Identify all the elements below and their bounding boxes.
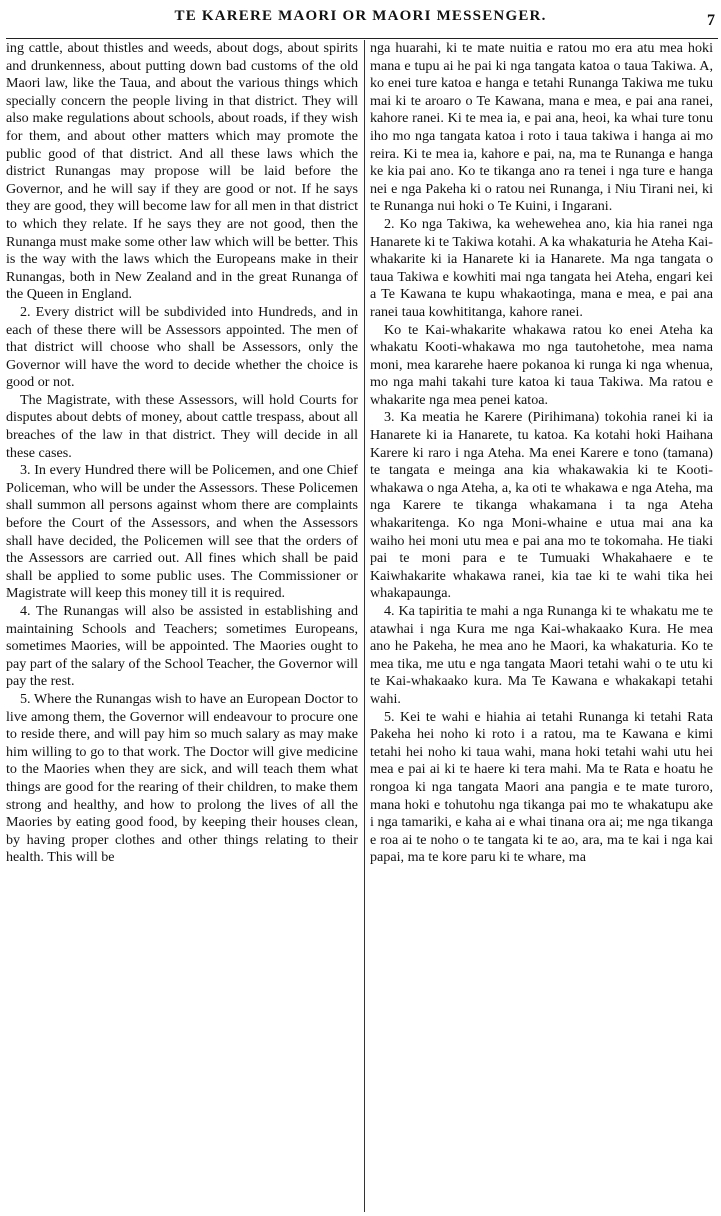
paragraph: Ko te Kai-whakarite whakawa ratou ko enei Ateha ka whakatu Kooti-whakawa mo nga tautohetohe, mea nama moni, mea kararehe haere pokanoa ki runga ki nga whenua, mo nga mahi takahi ture katoa ki taua Takiwa. Ma ratou e whakarite nga mea penei katoa. [370, 321, 713, 408]
column-divider [364, 40, 365, 1212]
page-number: 7 [707, 12, 715, 29]
paragraph: 3. Ka meatia he Karere (Pirihimana) tokohia ranei ki ia Hanarete ki ia Hanarete, tu katoa. Ka kotahi hoki Haihana Karere ki raro i nga Ateha. Ma enei Karere e tono (tamana) te tangata e meinga ana kia whakawakia ki te Kooti-whakawa o nga Ateha, a, ka oti te whakawa e nga Ateha, ma nga Karere te tikanga whakamana i ta nga Ateha whakaritenga. Ko nga Moni-whaine e utua mai ana ka waiho hei moni utu mea e pai ana mo te tokomaha. He tiaki pai te moni para e te Tumuaki Whakahaere e te Kaiwhakarite whakawa ranei, kia tae ki te wahi tika hei whakapaunga. [370, 409, 713, 602]
paragraph: 3. In every Hundred there will be Policemen, and one Chief Policeman, who will be under the Assessors. These Policemen shall summon all persons against whom there are complaints before the Court of the Assessors, and when the Assessors shall have decided, the Policemen will see that the orders of the Assessors are carried out. All fines which shall be paid shall be applied to some public uses. The Commissioner or Magistrate will keep this money till it is required. [6, 462, 358, 602]
paragraph: 2. Every district will be subdivided into Hundreds, and in each of these there will be Assessors appointed. The men of that district will choose who shall be Assessors, only the Governor will have the word to decide whether the choice is good or not. [6, 303, 358, 391]
paragraph: ing cattle, about thistles and weeds, about dogs, about spirits and drunkenness, about putting down bad customs of the old Maori law, like the Taua, and about the various things which specially concern the people living in that district. They will also make regulations about schools, about roads, if they wish for them, and about other matters which may promote the public good of that district. And all these laws which the district Runangas may propose will be laid before the Governor, and he will say if they are good or not. If he says they are good, they will become law for all men in that district to which they relate. If he says they are not good, then the Runanga must make some other law which will be better. This is the way with the laws which the Europeans make in their Runangas, both in New Zealand and in the great Runanga of the Queen in England. [6, 40, 358, 303]
paragraph: 4. Ka tapiritia te mahi a nga Runanga ki te whakatu me te atawhai i nga Kura me nga Kai-whakaako Kura. He mea ano he Pakeha, he mea ano he Maori, ka whakaturia. Ko te mea tika, me utu e nga tangata Maori tetahi wahi o te utu ki te Kai-whakaako kura. Ma Te Kawana e whakakapi tetahi wahi. [370, 603, 713, 707]
paragraph: nga huarahi, ki te mate nuitia e ratou mo era atu mea hoki mana e tupu ai he pai ki nga tangata katoa o taua Takiwa. A, ko enei ture katoa e hanga e tetahi Runanga Takiwa me tuku mai ki te aroaro o Te Kawana, mana e mea, e pai ana ranei, kahore ranei. Ki te mea ia, e pai ana, heoi, ka whai ture tonu iho mo nga tangata katoa i roto i taua takiwa i hanga ai mo reira. Ki te mea ia, kahore e pai, na, ma te Runanga e hanga ke kia pai ano. Ko te tikanga ano ra tenei i nga ture e hanga nei e nga Pakeha ki o ratou nei Runanga, i Niu Tirani nei, ki te Runanga nui hoki o Te Kuini, i Ingarani. [370, 40, 713, 215]
page-header [0, 2, 721, 32]
masthead-title: TE KARERE MAORI OR MAORI MESSENGER. [174, 8, 547, 24]
header-rule [6, 38, 718, 39]
paragraph: 5. Kei te wahi e hiahia ai tetahi Runanga ki tetahi Rata Pakeha hei noho ki roto i a ratou, ma te Kawana e kimi tetahi hei noho ki taua wahi, mana hoki tetahi wahi utu hei mea e pai ai ki te haere ki tera mahi. Ma te Rata e hoatu he rongoa ki nga tangata Maori ana pangia e te mate turoro, mana hoki e tohutohu nga tikanga pai mo te whakatupu ake i nga tamariki, e kaha ai e whai tinana ora ai; me nga tikanga e roa ai te noho o te tangata ki te ao, ara, ma te kai i nga kai papai, ma te kore paru ki te whare, ma [370, 708, 713, 866]
maori-column [370, 40, 713, 1214]
paragraph: 4. The Runangas will also be assisted in establishing and maintaining Schools and Teachers; sometimes Europeans, sometimes Maories, will be appointed. The Maories ought to pay part of the salary of the School Teacher, the Governor will pay the rest. [6, 603, 358, 690]
paragraph: 5. Where the Runangas wish to have an European Doctor to live among them, the Governor will endeavour to procure one to reside there, and will pay him so much salary as may make him willing to go to that work. The Doctor will give medicine to the Maories when they are sick, and will teach them what things are good for the rearing of their children, to make them strong and healthy, and how to prolong the lives of all the Maories by eating good food, by keeping their houses clean, by having proper clothes and other things relating to their health. This will be [6, 690, 358, 866]
english-column [6, 40, 358, 1214]
paragraph: The Magistrate, with these Assessors, will hold Courts for disputes about debts of money, about cattle trespass, about all breaches of the law in that district. They will decide in all these cases. [6, 391, 358, 461]
paragraph: 2. Ko nga Takiwa, ka wehewehea ano, kia hia ranei nga Hanarete ki te Takiwa kotahi. A ka whakaturia he Ateha Kai-whakarite ki ia Hanarete ki ia Hanarete. Ma nga tangata o taua Takiwa e kowhiti mai nga tangata hei Ateha, engari kei a Te Kawana te kupu whakaotinga, mana e mea, e pai ana ranei taua kowhititanga, kahore ranei. [370, 215, 713, 320]
